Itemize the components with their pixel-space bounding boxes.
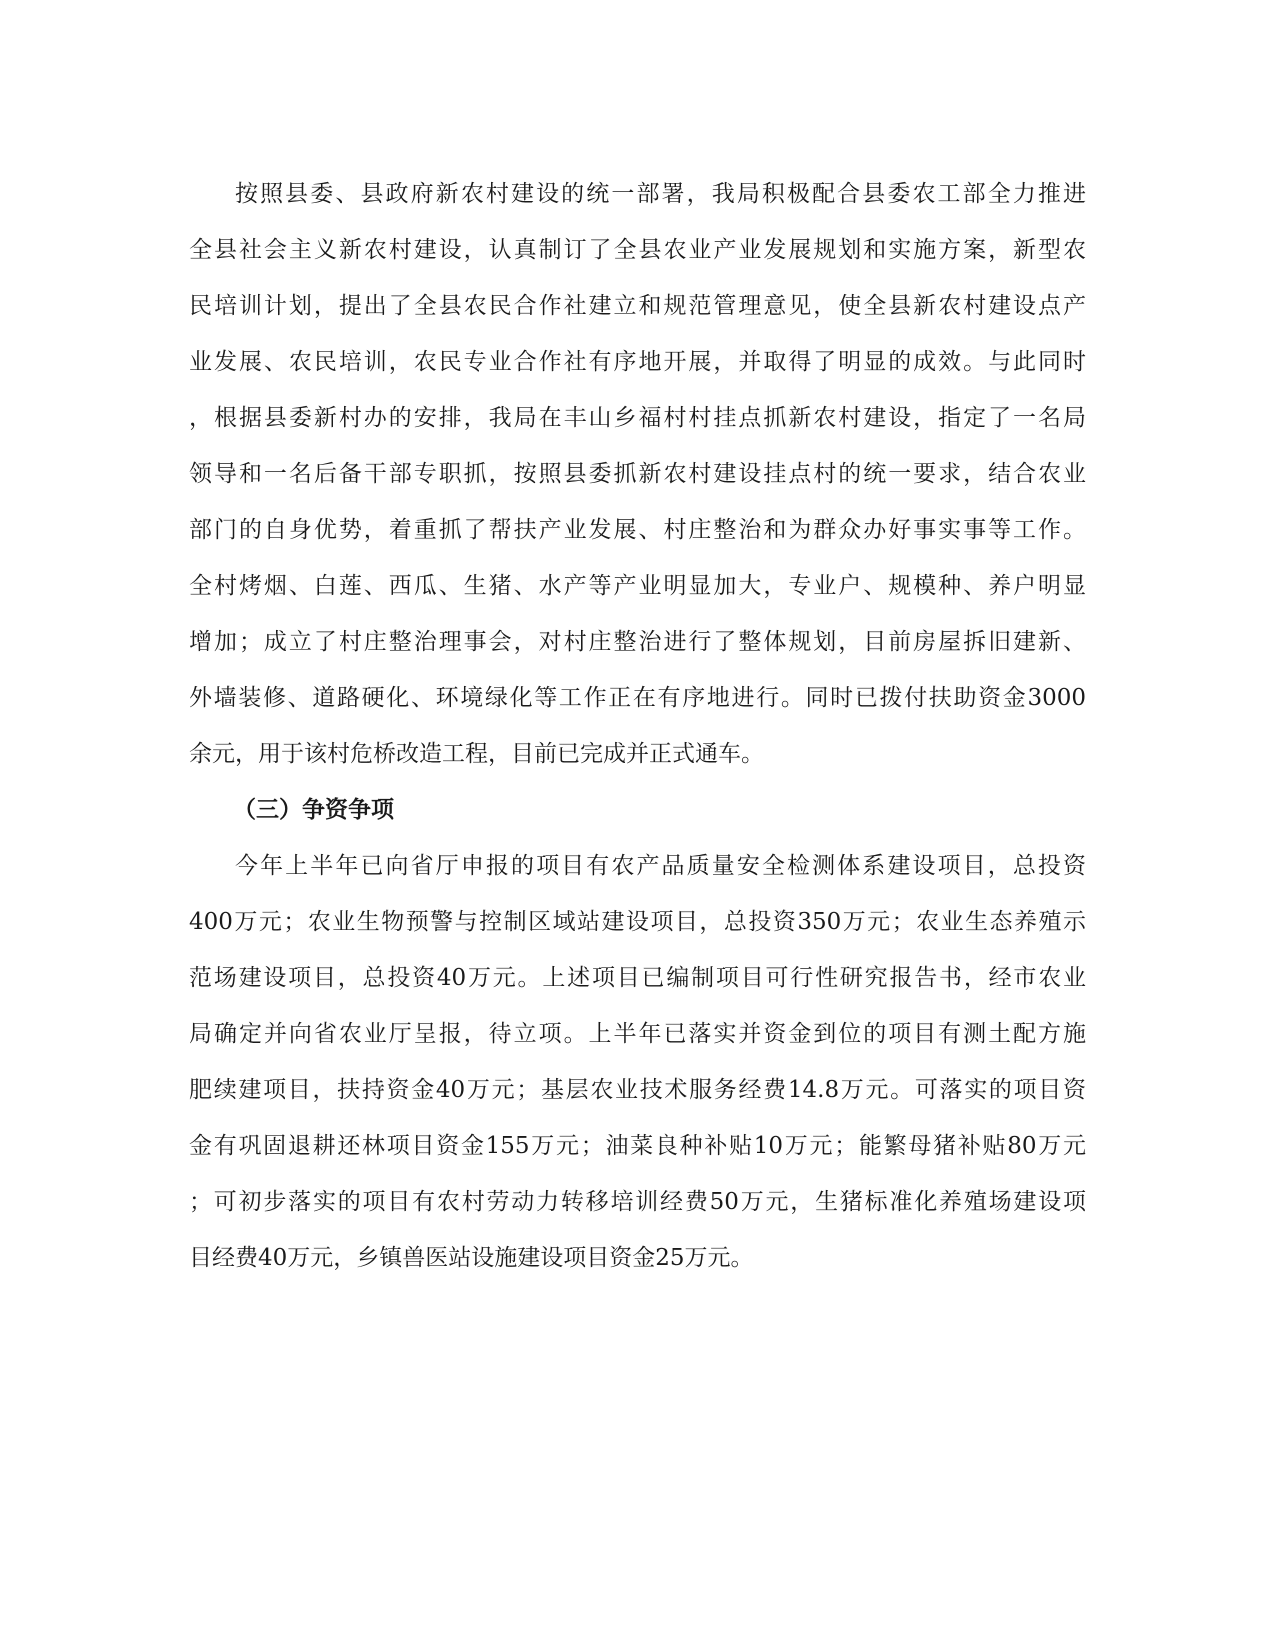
text-line: 按照县委、县政府新农村建设的统一部署，我局积极配合县委农工部全力推进 bbox=[235, 181, 1086, 207]
document-body bbox=[189, 166, 1086, 1286]
text-line: 今年上半年已向省厅申报的项目有农产品质量安全检测体系建设项目，总投资 bbox=[235, 853, 1086, 879]
text-line: 400万元；农业生物预警与控制区域站建设项目，总投资350万元；农业生态养殖示 bbox=[189, 909, 1086, 935]
text-line: 余元，用于该村危桥改造工程，目前已完成并正式通车。 bbox=[189, 741, 764, 767]
text-line: 全县社会主义新农村建设，认真制订了全县农业产业发展规划和实施方案，新型农 bbox=[189, 237, 1086, 263]
paragraph-village-construction bbox=[189, 166, 1086, 782]
paragraph-funding-projects bbox=[189, 838, 1086, 1286]
text-line: 领导和一名后备干部专职抓，按照县委抓新农村建设挂点村的统一要求，结合农业 bbox=[189, 461, 1086, 487]
section-heading: （三）争资争项 bbox=[233, 796, 394, 823]
text-line: 全村烤烟、白莲、西瓜、生猪、水产等产业明显加大，专业户、规模种、养户明显 bbox=[189, 573, 1086, 599]
text-line: 民培训计划，提出了全县农民合作社建立和规范管理意见，使全县新农村建设点产 bbox=[189, 293, 1086, 319]
text-line: 局确定并向省农业厅呈报，待立项。上半年已落实并资金到位的项目有测土配方施 bbox=[189, 1021, 1086, 1047]
text-line: 肥续建项目，扶持资金40万元；基层农业技术服务经费14.8万元。可落实的项目资 bbox=[189, 1077, 1086, 1103]
text-line: 部门的自身优势，着重抓了帮扶产业发展、村庄整治和为群众办好事实事等工作。 bbox=[189, 517, 1086, 543]
text-line: 金有巩固退耕还林项目资金155万元；油菜良种补贴10万元；能繁母猪补贴80万元 bbox=[189, 1133, 1086, 1159]
text-line: 范场建设项目，总投资40万元。上述项目已编制项目可行性研究报告书，经市农业 bbox=[189, 965, 1086, 991]
text-line: 外墙装修、道路硬化、环境绿化等工作正在有序地进行。同时已拨付扶助资金3000 bbox=[189, 685, 1086, 711]
text-line: 业发展、农民培训，农民专业合作社有序地开展，并取得了明显的成效。与此同时 bbox=[189, 349, 1086, 375]
text-line: 增加；成立了村庄整治理事会，对村庄整治进行了整体规划，目前房屋拆旧建新、 bbox=[189, 629, 1086, 655]
text-line: 目经费40万元，乡镇兽医站设施建设项目资金25万元。 bbox=[189, 1245, 754, 1271]
text-line: ，根据县委新村办的安排，我局在丰山乡福村村挂点抓新农村建设，指定了一名局 bbox=[189, 405, 1086, 431]
text-line: ；可初步落实的项目有农村劳动力转移培训经费50万元，生猪标准化养殖场建设项 bbox=[189, 1189, 1086, 1215]
